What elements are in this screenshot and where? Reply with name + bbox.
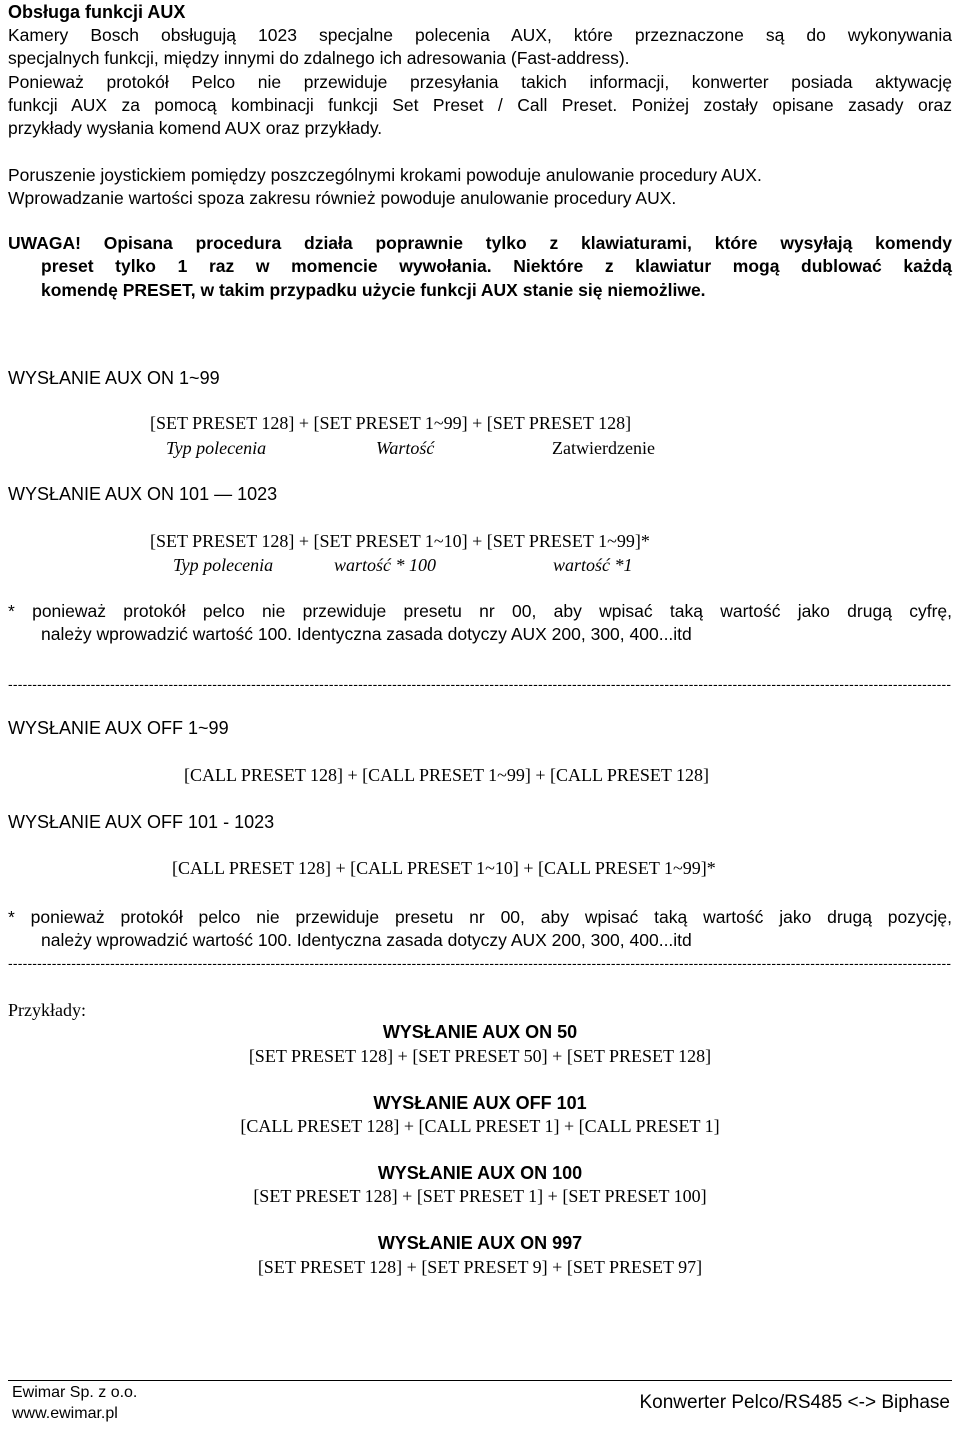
page-title: Obsługa funkcji AUX (8, 2, 186, 22)
joystick-line: Wprowadzanie wartości spoza zakresu również powoduje anulowanie procedury AUX. (8, 188, 677, 209)
example-heading: WYSŁANIE AUX ON 100 (377, 1163, 583, 1183)
example-heading: WYSŁANIE AUX OFF 101 (373, 1093, 587, 1113)
warning-line-1 (8, 232, 952, 255)
joystick-paragraph (8, 164, 952, 211)
aux-off-101-1023-heading: WYSŁANIE AUX OFF 101 - 1023 (8, 812, 275, 832)
aux-on-1-99-heading: WYSŁANIE AUX ON 1~99 (8, 368, 220, 388)
aux-off-101-1023-command: [CALL PRESET 128] + [CALL PRESET 1~10] + [CALL PRESET 1~99]* (172, 858, 716, 878)
note-line-2: należy wprowadzić wartość 100. Identyczna zasada dotyczy AUX 200, 300, 400...itd (41, 930, 692, 951)
warning-label: UWAGA! (8, 233, 81, 253)
example-command: [CALL PRESET 128] + [CALL PRESET 1] + [CALL PRESET 1] (240, 1116, 720, 1136)
examples-label: Przykłady: (8, 1000, 86, 1020)
note-line-2: należy wprowadzić wartość 100. Identyczna zasada dotyczy AUX 200, 300, 400...itd (41, 624, 692, 645)
aux-on-101-1023-command: [SET PRESET 128] + [SET PRESET 1~10] + [SET PRESET 1~99]* (150, 531, 650, 551)
warning-line-2: preset tylko 1 raz w momencie wywołania. Niektóre z klawiatur mogą dublować każdą (41, 256, 952, 277)
aux-off-1-99-heading: WYSŁANIE AUX OFF 1~99 (8, 718, 229, 738)
warning-line-3: komendę PRESET, w takim przypadku użycie funkcji AUX stanie się niemożliwe. (41, 279, 706, 300)
intro-line: specjalnych funkcji, między innymi do zdalnego ich adresowania (Fast-address). (8, 48, 630, 69)
aux-on-101-1023-heading: WYSŁANIE AUX ON 101 — 1023 (8, 484, 278, 504)
warning-text-1: Opisana procedura działa poprawnie tylko z klawiaturami, które wysyłają komendy (103, 233, 952, 253)
example-command: [SET PRESET 128] + [SET PRESET 1] + [SET PRESET 100] (253, 1186, 707, 1206)
caption-value-units: wartość *1 (553, 555, 633, 575)
separator-line: -------------------------------------------------------------------------------------------------------------------------------------------------------------------------------------------------- (8, 955, 952, 971)
note-aux-on (8, 600, 952, 647)
caption-value: Wartość (376, 438, 435, 458)
example-command: [SET PRESET 128] + [SET PRESET 9] + [SET PRESET 97] (257, 1257, 703, 1277)
aux-off-1-99-command: [CALL PRESET 128] + [CALL PRESET 1~99] + [CALL PRESET 128] (184, 765, 710, 785)
caption-confirmation: Zatwierdzenie (552, 438, 655, 458)
note-line-1: * ponieważ protokół pelco nie przewiduje presetu nr 00, aby wpisać taką wartość jako drugą cyfrę, (8, 601, 952, 621)
footer-website[interactable]: www.ewimar.pl (12, 1405, 118, 1422)
example-heading: WYSŁANIE AUX ON 997 (377, 1233, 583, 1253)
intro-line: przykłady wysłania komend AUX oraz przykłady. (8, 118, 383, 139)
intro-line: Kamery Bosch obsługują 1023 specjalne polecenia AUX, które przeznaczone są do wykonywania (8, 25, 952, 45)
example-heading: WYSŁANIE AUX ON 50 (382, 1022, 578, 1042)
caption-command-type: Typ polecenia (173, 555, 274, 575)
joystick-line: Poruszenie joystickiem pomiędzy poszczególnymi krokami powoduje anulowanie procedury AUX. (8, 165, 762, 185)
note-line-1: * ponieważ protokół pelco nie przewiduje presetu nr 00, aby wpisać taką wartość jako drugą pozycję, (8, 907, 952, 927)
footer-divider (8, 1380, 952, 1381)
intro-line: funkcji AUX za pomocą kombinacji funkcji Set Preset / Call Preset. Poniżej zostały opisane zasady oraz (8, 94, 952, 115)
separator-line: -------------------------------------------------------------------------------------------------------------------------------------------------------------------------------------------------- (8, 676, 952, 692)
footer-product-name: Konwerter Pelco/RS485 <-> Biphase (639, 1392, 950, 1413)
example-command: [SET PRESET 128] + [SET PRESET 50] + [SET PRESET 128] (248, 1046, 712, 1066)
intro-paragraph (8, 24, 952, 140)
footer-company: Ewimar Sp. z o.o. (12, 1384, 138, 1401)
caption-command-type: Typ polecenia (166, 438, 267, 458)
intro-line: Ponieważ protokół Pelco nie przewiduje przesyłania takich informacji, konwerter posiada aktywację (8, 71, 952, 92)
warning-paragraph (8, 232, 952, 302)
note-aux-off (8, 906, 952, 953)
aux-on-1-99-command: [SET PRESET 128] + [SET PRESET 1~99] + [SET PRESET 128] (150, 413, 632, 433)
caption-value-hundreds: wartość * 100 (334, 555, 437, 575)
